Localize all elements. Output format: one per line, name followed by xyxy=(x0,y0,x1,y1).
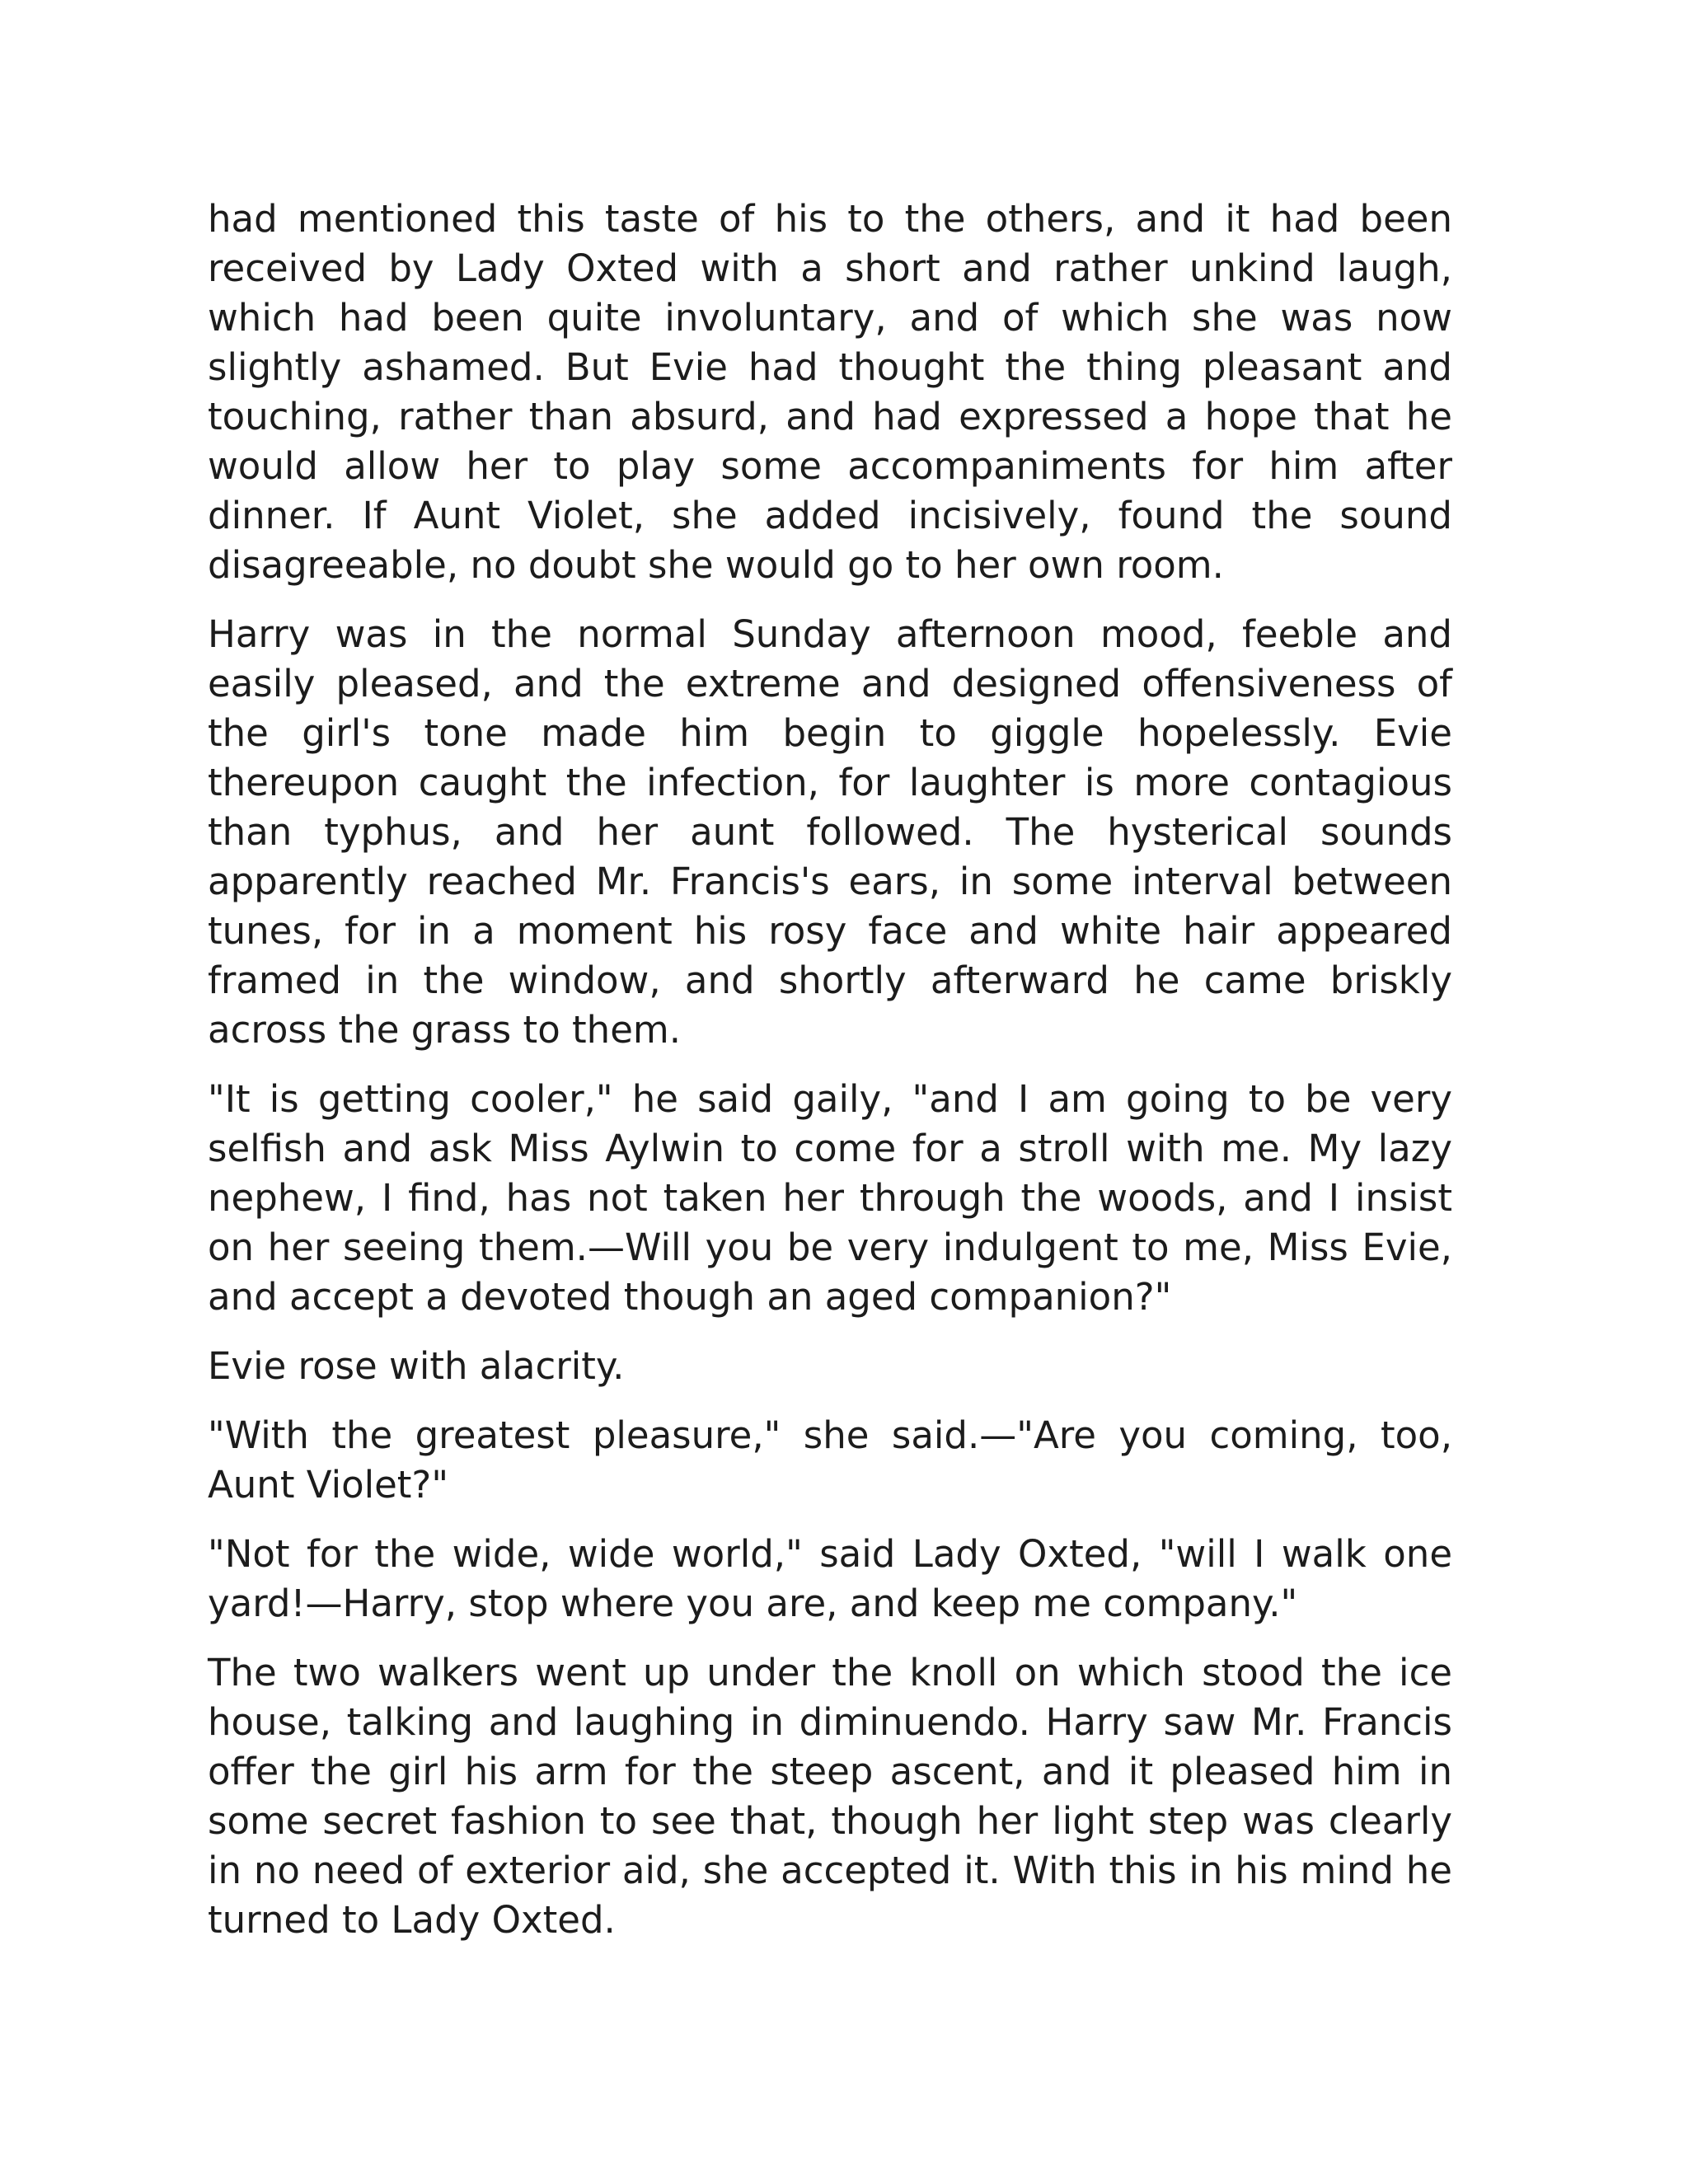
paragraph: "With the greatest pleasure," she said.—"Are you coming, too, Aunt Violet?" xyxy=(208,1413,1452,1507)
paragraph: "It is getting cooler," he said gaily, "and I am going to be very selfish and ask Miss Aylwin to come for a stroll with me. My lazy nephew, I find, has not taken her through the woods, and I insist on her seeing them.—Will you be very indulgent to me, Miss Evie, and accept a devoted though an aged companion?" xyxy=(208,1077,1452,1319)
page-body xyxy=(208,194,1452,1965)
paragraph: Harry was in the normal Sunday afternoon mood, feeble and easily pleased, and the extreme and designed offensiveness of the girl's tone made him begin to giggle hopelessly. Evie thereupon caught the infection, for laughter is more contagious than typhus, and her aunt followed. The hysterical sounds apparently reached Mr. Francis's ears, in some interval between tunes, for in a moment his rosy face and white hair appeared framed in the window, and shortly afterward he came briskly across the grass to them. xyxy=(208,612,1452,1052)
paragraph: The two walkers went up under the knoll on which stood the ice house, talking and laughing in diminuendo. Harry saw Mr. Francis offer the girl his arm for the steep ascent, and it pleased him in some secret fashion to see that, though her light step was clearly in no need of exterior aid, she accepted it. With this in his mind he turned to Lady Oxted. xyxy=(208,1651,1452,1942)
paragraph: "Not for the wide, wide world," said Lady Oxted, "will I walk one yard!—Harry, stop where you are, and keep me company." xyxy=(208,1532,1452,1625)
paragraph: had mentioned this taste of his to the others, and it had been received by Lady Oxted with a short and rather unkind laugh, which had been quite involuntary, and of which she was now slightly ashamed. But Evie had thought the thing pleasant and touching, rather than absurd, and had expressed a hope that he would allow her to play some accompaniments for him after dinner. If Aunt Violet, she added incisively, found the sound disagreeable, no doubt she would go to her own room. xyxy=(208,197,1452,587)
paragraph: Evie rose with alacrity. xyxy=(208,1344,625,1388)
